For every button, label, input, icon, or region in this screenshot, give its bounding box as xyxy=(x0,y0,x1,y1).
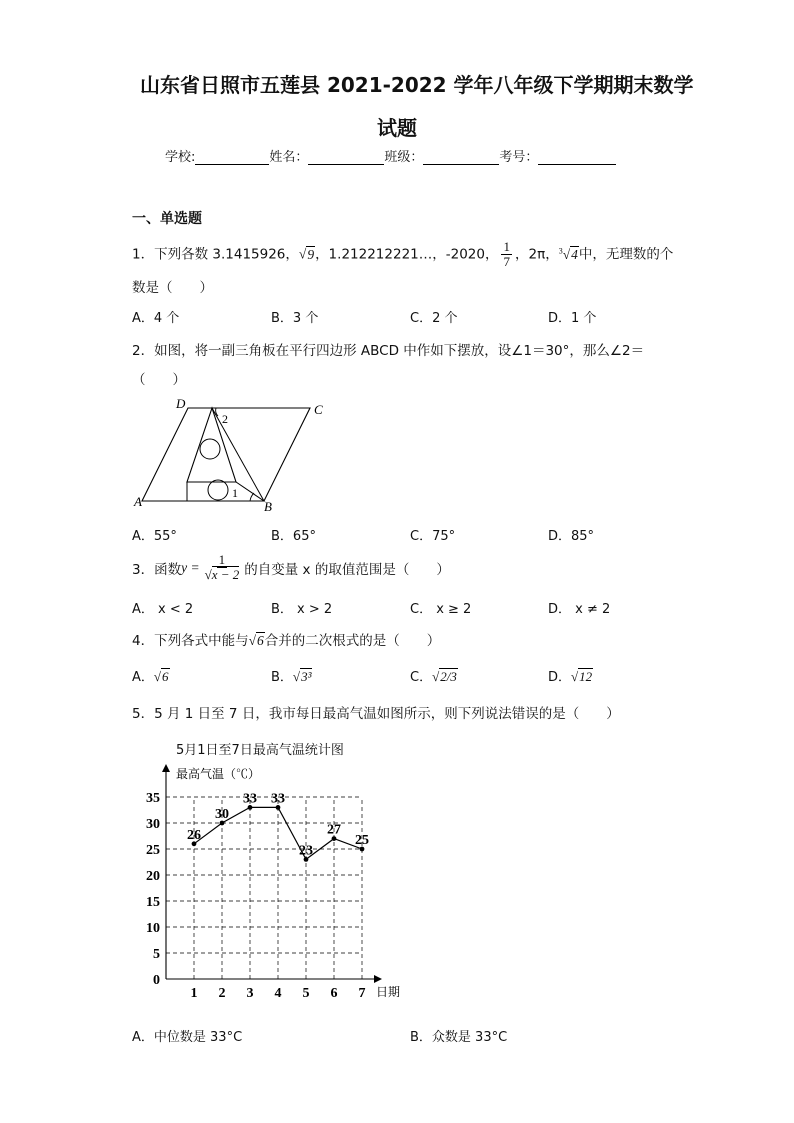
label-c: C xyxy=(314,402,323,417)
q4-option-d[interactable]: D．√12 xyxy=(548,669,593,685)
ruler-hole-upper xyxy=(200,439,220,459)
chart-title: 5月1日至7日最高气温统计图 xyxy=(176,743,344,758)
angle-1-arc xyxy=(250,493,254,501)
q4-prefix: 4．下列各式中能与 xyxy=(132,633,249,649)
q1-fraction: $\frac{1}{7}$ xyxy=(503,239,510,269)
y-tick-label: 30 xyxy=(146,817,160,832)
question-1-line1 xyxy=(132,240,673,269)
y-axis-arrow xyxy=(162,764,170,772)
data-label: 26 xyxy=(187,827,201,843)
q3-option-c[interactable]: C． x ≥ 2 xyxy=(410,602,472,617)
class-blank[interactable] xyxy=(423,164,499,165)
page-title-line2: 试题 xyxy=(377,116,417,140)
data-label: 23 xyxy=(299,843,313,859)
y-tick-label: 0 xyxy=(153,973,160,988)
y-tick-label: 35 xyxy=(146,791,160,806)
triangle-ruler-lower xyxy=(187,482,264,501)
q4-option-a[interactable]: A．√6 xyxy=(132,669,169,685)
exam-number-blank[interactable] xyxy=(538,164,616,165)
q4-suffix: 合并的二次根式的是（ ） xyxy=(264,633,441,649)
x-axis-label: 日期 xyxy=(376,985,401,999)
question-3 xyxy=(132,553,450,582)
x-tick-label: 1 xyxy=(190,986,198,1001)
y-tick-label: 5 xyxy=(153,947,160,962)
q4-sqrt6: √6 xyxy=(248,633,264,648)
x-axis-arrow xyxy=(374,975,382,983)
q1-option-c[interactable]: C．2 个 xyxy=(410,311,458,326)
label-angle2: 2 xyxy=(222,412,228,426)
label-angle1: 1 xyxy=(232,486,238,500)
q4-option-c[interactable]: C．√2/3 xyxy=(410,669,457,685)
page-title-line1: 山东省日照市五莲县 2021-2022 学年八年级下学期期末数学 xyxy=(140,73,694,97)
q1-suffix: 中，无理数的个 xyxy=(578,246,674,263)
y-tick-label: 10 xyxy=(146,921,160,936)
x-tick-label: 2 xyxy=(218,986,226,1001)
question-2-line2: （ ） xyxy=(132,372,186,388)
y-tick-label: 20 xyxy=(146,869,160,884)
name-label: 姓名： xyxy=(269,150,309,165)
triangle-ruler-upper xyxy=(187,408,236,482)
data-label: 30 xyxy=(215,807,229,822)
section-heading: 一、单选题 xyxy=(132,211,202,227)
q2-option-d[interactable]: D．85° xyxy=(548,529,595,544)
x-tick-label: 6 xyxy=(330,986,338,1001)
data-label: 27 xyxy=(327,822,341,838)
q1-option-a[interactable]: A．4 个 xyxy=(132,311,180,326)
label-a: A xyxy=(134,494,142,509)
parallelogram-figure xyxy=(130,396,340,516)
x-tick-label: 7 xyxy=(358,986,366,1001)
exam-number-label: 考号： xyxy=(499,150,539,165)
q5-option-b[interactable]: B．众数是 33°C xyxy=(410,1030,508,1045)
question-1-line2: 数是（ ） xyxy=(132,280,213,296)
q1-after-frac: ，2π， xyxy=(514,246,559,263)
q1-mid: ，1.212212221…，-2020， xyxy=(315,246,499,263)
q3-fraction: $\frac{1}{√x - 2}$ xyxy=(204,552,240,582)
q1-prefix: 1．下列各数 3.1415926， xyxy=(132,246,299,263)
q3-prefix: 3．函数 xyxy=(132,561,182,578)
q1-sqrt9: √9 xyxy=(298,246,315,262)
diagonal-line xyxy=(212,408,264,501)
x-tick-label: 5 xyxy=(302,986,310,1001)
q3-fn-lhs: y = xyxy=(181,559,200,575)
q4-option-b[interactable]: B．√3³ xyxy=(271,669,312,685)
q2-option-c[interactable]: C．75° xyxy=(410,529,456,544)
data-label: 25 xyxy=(355,833,369,848)
temperature-line-chart xyxy=(140,760,410,1005)
data-label: 33 xyxy=(243,791,257,807)
y-tick-label: 15 xyxy=(146,895,160,910)
q3-suffix: 的自变量 x 的取值范围是（ ） xyxy=(244,561,450,578)
ruler-hole-lower xyxy=(208,480,228,500)
q3-option-a[interactable]: A． x < 2 xyxy=(132,602,194,617)
label-b: B xyxy=(264,499,272,514)
x-tick-label: 4 xyxy=(274,986,282,1001)
school-blank[interactable] xyxy=(195,164,269,165)
name-blank[interactable] xyxy=(308,164,384,165)
label-d: D xyxy=(176,396,186,411)
data-label: 33 xyxy=(271,791,285,807)
y-axis-label: 最高气温（℃） xyxy=(176,767,261,781)
student-info-row xyxy=(165,146,616,165)
x-tick-label: 3 xyxy=(246,986,254,1001)
question-2-line1: 2．如图，将一副三角板在平行四边形 ABCD 中作如下摆放，设∠1＝30°，那么∠2＝ xyxy=(132,343,645,359)
q2-option-b[interactable]: B．65° xyxy=(271,529,316,544)
q2-option-a[interactable]: A．55° xyxy=(132,529,177,544)
q1-option-b[interactable]: B．3 个 xyxy=(271,311,319,326)
question-5: 5．5 月 1 日至 7 日，我市每日最高气温如图所示，则下列说法错误的是（ ） xyxy=(132,706,620,722)
school-label: 学校: xyxy=(165,150,196,165)
y-tick-label: 25 xyxy=(146,843,160,858)
q1-cbrt4: $^3$√4 xyxy=(558,246,578,262)
q1-option-d[interactable]: D．1 个 xyxy=(548,311,597,326)
q3-option-d[interactable]: D． x ≠ 2 xyxy=(548,602,611,617)
q3-option-b[interactable]: B． x > 2 xyxy=(271,602,333,617)
q5-option-a[interactable]: A．中位数是 33°C xyxy=(132,1030,243,1045)
question-4 xyxy=(132,629,440,649)
class-label: 班级： xyxy=(384,150,424,165)
